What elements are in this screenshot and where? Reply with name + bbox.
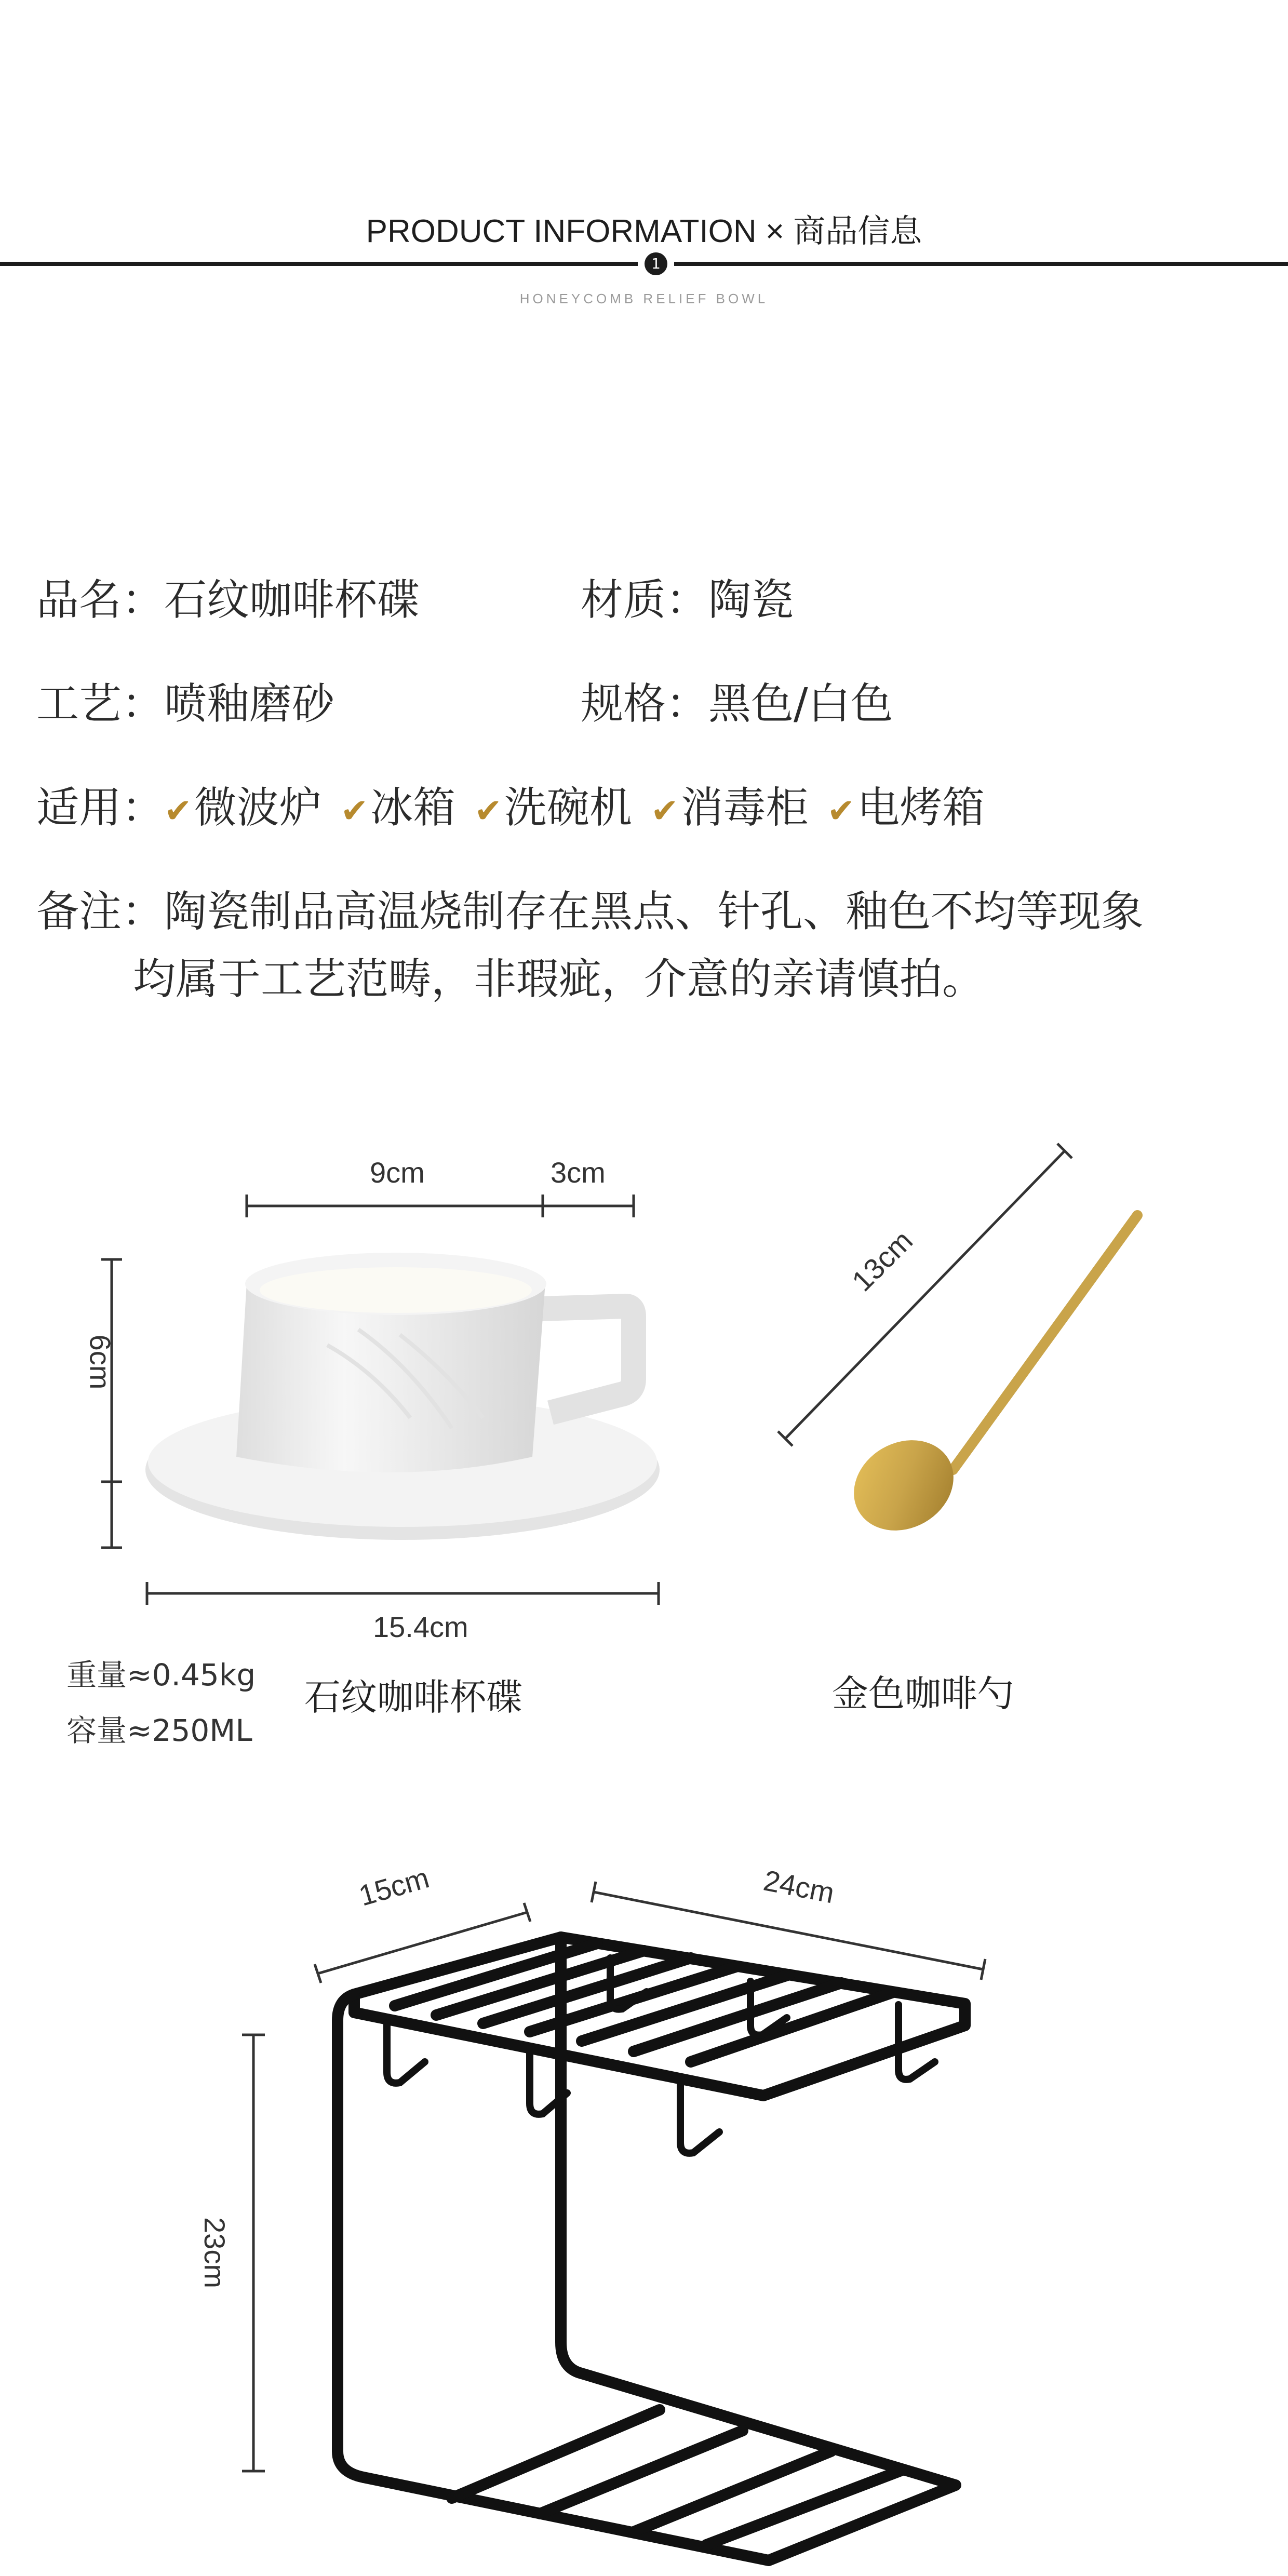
usage-item-microwave: ✔微波炉	[164, 783, 322, 833]
check-icon: ✔	[340, 792, 369, 830]
spoon-caption: 金色咖啡勺	[832, 1672, 1014, 1715]
spec-size-label: 规格：	[581, 679, 709, 729]
spec-material-label: 材质：	[581, 575, 709, 625]
spec-name-value: 石纹咖啡杯碟	[164, 575, 420, 625]
cup-handle-width-label: 3cm	[551, 1156, 606, 1189]
usage-item-fridge: ✔冰箱	[340, 783, 456, 833]
spec-material-value: 陶瓷	[708, 575, 794, 625]
section-subtitle: HONEYCOMB RELIEF BOWL	[519, 291, 769, 306]
section-title: PRODUCT INFORMATION × 商品信息	[366, 213, 922, 249]
section-number-badge: 1	[645, 252, 667, 275]
rack-height-label: 23cm	[198, 2217, 231, 2288]
check-icon: ✔	[164, 792, 192, 830]
spec-size-value: 黑色/白色	[708, 679, 893, 729]
rack-depth-label: 15cm	[355, 1861, 433, 1912]
saucer-width-label: 15.4cm	[373, 1611, 468, 1643]
cup-capacity: 容量≈250ML	[66, 1713, 252, 1748]
rack-width-label: 24cm	[761, 1863, 837, 1910]
spec-note-line1: 陶瓷制品高温烧制存在黑点、针孔、釉色不均等现象	[164, 887, 1144, 936]
usage-item-sterilizer: ✔消毒柜	[650, 783, 809, 833]
spec-craft-label: 工艺：	[36, 679, 165, 729]
cup-height-label: 6cm	[84, 1334, 117, 1390]
spec-note-label: 备注：	[36, 887, 165, 936]
spec-note-line2: 均属于工艺范畴，非瑕疵，介意的亲请慎拍。	[133, 955, 985, 1004]
check-icon: ✔	[474, 792, 502, 830]
spec-name-label: 品名：	[36, 575, 165, 625]
spec-usage-label: 适用：	[36, 783, 165, 833]
cup-caption: 石纹咖啡杯碟	[304, 1676, 522, 1719]
cup-width-label: 9cm	[370, 1156, 425, 1189]
check-icon: ✔	[650, 792, 679, 830]
spec-craft-value: 喷釉磨砂	[164, 679, 335, 729]
usage-item-dishwasher: ✔洗碗机	[474, 783, 632, 833]
usage-item-oven: ✔电烤箱	[827, 783, 985, 833]
spoon-length-label: 13cm	[845, 1224, 919, 1298]
cup-weight: 重量≈0.45kg	[66, 1657, 256, 1693]
check-icon: ✔	[827, 792, 855, 830]
